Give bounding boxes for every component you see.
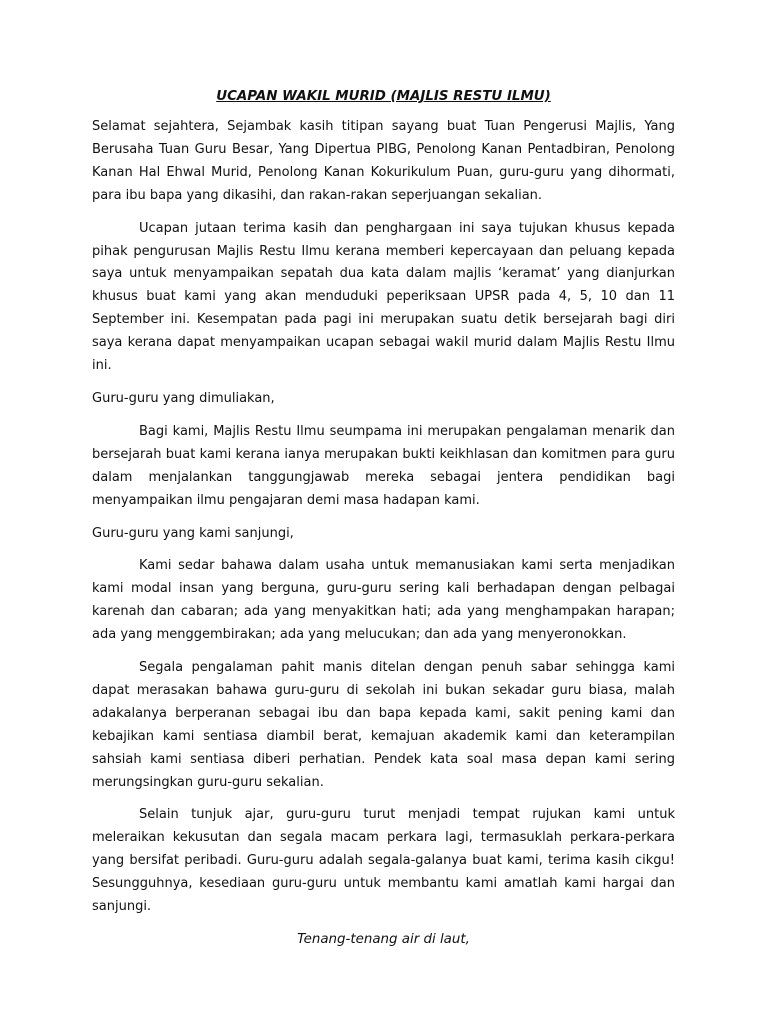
challenges-paragraph: Kami sedar bahawa dalam usaha untuk memanusiakan kami serta menjadikan kami modal insan yang berguna, guru-guru sering kali berhadapan dengan pelbagai karenah dan cabaran; ada yang menyakitkan hati; ada yang menghampakan harapan; ada yang menggembirakan; ada yang melucukan; dan ada yang menyeronokkan. — [92, 558, 675, 643]
guidance-paragraph: Selain tunjuk ajar, guru-guru turut menjadi tempat rujukan kami untuk meleraikan kekusutan dan segala macam perkara lagi, termasuklah perkara-perkara yang bersifat peribadi. Guru-guru adalah segala-galanya buat kami, terima kasih cikgu! Sesungguhnya, kesediaan guru-guru untuk membantu kami amatlah kami hargai dan sanjungi. — [92, 807, 675, 915]
restu-ilmu-paragraph: Bagi kami, Majlis Restu Ilmu seumpama ini merupakan pengalaman menarik dan bersejarah buat kami kerana ianya merupakan bukti keikhlasan dan komitmen para guru dalam menjalankan tanggungjawab mereka sebagai jentera pendidikan bagi menyampaikan ilmu pengajaran demi masa hadapan kami. — [92, 423, 675, 508]
document-title: UCAPAN WAKIL MURID (MAJLIS RESTU ILMU) — [216, 89, 551, 104]
opening-paragraph: Selamat sejahtera, Sejambak kasih titipan sayang buat Tuan Pengerusi Majlis, Yang Berusaha Tuan Guru Besar, Yang Dipertua PIBG, Penolong Kanan Pentadbiran, Penolong Kanan Hal Ehwal Murid, Penolong Kanan Kokurikulum Puan, guru-guru yang dihormati, para ibu bapa yang dikasihi, dan rakan-rakan seperjuangan sekalian. — [92, 119, 675, 203]
appreciation-paragraph: Ucapan jutaan terima kasih dan penghargaan ini saya tujukan khusus kepada pihak pengurusan Majlis Restu Ilmu kerana memberi kepercayaan dan peluang kepada saya untuk menyampaikan sepatah dua kata dalam majlis ‘keramat’ yang dianjurkan khusus buat kami yang akan menduduki peperiksaan UPSR pada 4, 5, 10 dan 11 September ini. Kesempatan pada pagi ini merupakan suatu detik bersejarah bagi diri saya kerana dapat menyampaikan ucapan sebagai wakil murid dalam Majlis Restu Ilmu ini. — [92, 220, 675, 374]
document-page — [92, 86, 675, 951]
verse-line: Tenang-tenang air di laut, — [297, 932, 470, 947]
salutation-dimuliakan: Guru-guru yang dimuliakan, — [92, 390, 275, 406]
experience-paragraph: Segala pengalaman pahit manis ditelan dengan penuh sabar sehingga kami dapat merasakan bahawa guru-guru di sekolah ini bukan sekadar guru biasa, malah adakalanya berperanan sebagai ibu dan bapa kepada kami, sakit pening kami dan kebajikan kami sentiasa diambil berat, kemajuan akademik kami dan keterampilan sahsiah kami sentiasa diberi perhatian. Pendek kata soal masa depan kami sering merungsingkan guru-guru sekalian. — [92, 660, 675, 790]
salutation-sanjungi: Guru-guru yang kami sanjungi, — [92, 525, 294, 541]
